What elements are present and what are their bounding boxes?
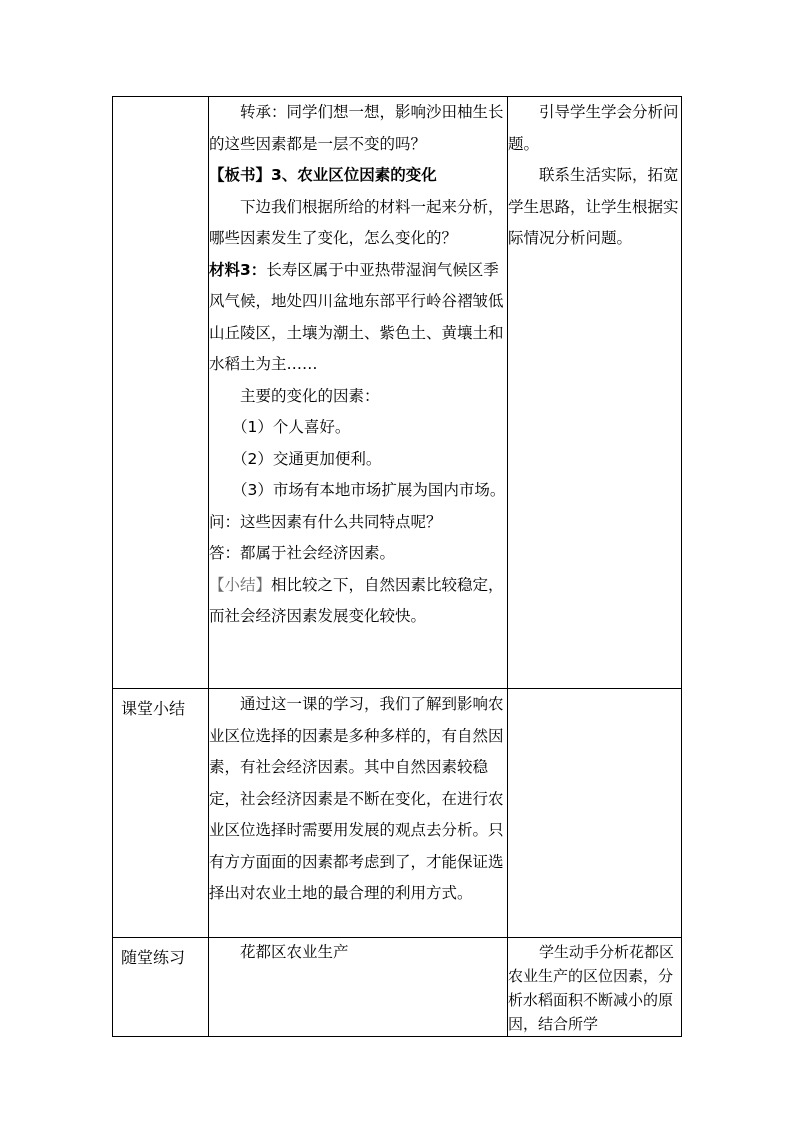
factor-item: （2）交通更加便利。 bbox=[232, 449, 382, 468]
material-label: 材料3： bbox=[209, 260, 267, 279]
table-row bbox=[113, 97, 682, 689]
summary-paragraph bbox=[209, 570, 507, 633]
material-text: 长寿区属于中亚热带湿润气候区季风气候，地处四川盆地东部平行岭谷褶皱低山丘陵区，土壤为潮土、紫色土、黄壤土和水稻土为主…… bbox=[209, 260, 504, 373]
material-paragraph bbox=[209, 255, 507, 381]
design-intent-cell bbox=[508, 938, 682, 1037]
factor-item: （1）个人喜好。 bbox=[232, 418, 351, 436]
board-prefix: 【板书】 bbox=[209, 166, 272, 184]
teaching-content-cell bbox=[209, 97, 508, 689]
board-heading bbox=[209, 160, 507, 192]
row-label-cell bbox=[113, 97, 209, 689]
table-row bbox=[113, 689, 682, 938]
row-label: 随堂练习 bbox=[121, 948, 186, 967]
design-intent-text: 引导学生学会分析问题。 bbox=[508, 103, 679, 153]
row-label-cell bbox=[113, 938, 209, 1037]
question-text: 问：这些因素有什么共同特点呢？ bbox=[209, 512, 442, 531]
summary-text: 相比较之下，自然因素比较稳定，而社会经济因素发展变化较快。 bbox=[209, 575, 504, 625]
row-label-cell bbox=[113, 689, 209, 938]
intro-text: 下边我们根据所给的材料一起来分析，哪些因素发生了变化，怎么变化的？ bbox=[209, 197, 504, 247]
row-label: 课堂小结 bbox=[121, 699, 186, 718]
exercise-text: 花都区农业生产 bbox=[240, 943, 349, 961]
board-title: 3、农业区位因素的变化 bbox=[271, 166, 437, 184]
transition-text: 转承：同学们想一想，影响沙田柚生长的这些因素都是一层不变的吗？ bbox=[209, 103, 504, 153]
factors-heading: 主要的变化的因素： bbox=[240, 386, 380, 405]
design-intent-text: 联系生活实际，拓宽学生思路，让学生根据实际情况分析问题。 bbox=[508, 166, 679, 247]
design-intent-cell bbox=[508, 689, 682, 938]
answer-text: 答：都属于社会经济因素。 bbox=[209, 544, 396, 562]
factor-item: （3）市场有本地市场扩展为国内市场。 bbox=[232, 481, 506, 499]
summary-tag: 【小结】 bbox=[209, 575, 272, 594]
table-row bbox=[113, 938, 682, 1037]
summary-body-text: 通过这一课的学习，我们了解到影响农业区位选择的因素是多种多样的，有自然因素，有社会经济因素。其中自然因素较稳定，社会经济因素是不断在变化，在进行农业区位选择时需要用发展的观点去分析。只有方方面面的因素都考虑到了，才能保证选择出对农业土地的最合理的利用方式。 bbox=[209, 695, 504, 902]
design-intent-cell bbox=[508, 97, 682, 689]
teaching-content-cell bbox=[209, 689, 508, 938]
design-intent-text: 学生动手分析花都区农业生产的区位因素，分析水稻面积不断减小的原因，结合所学 bbox=[508, 943, 675, 1033]
lesson-plan-table bbox=[112, 96, 682, 1037]
teaching-content-cell bbox=[209, 938, 508, 1037]
